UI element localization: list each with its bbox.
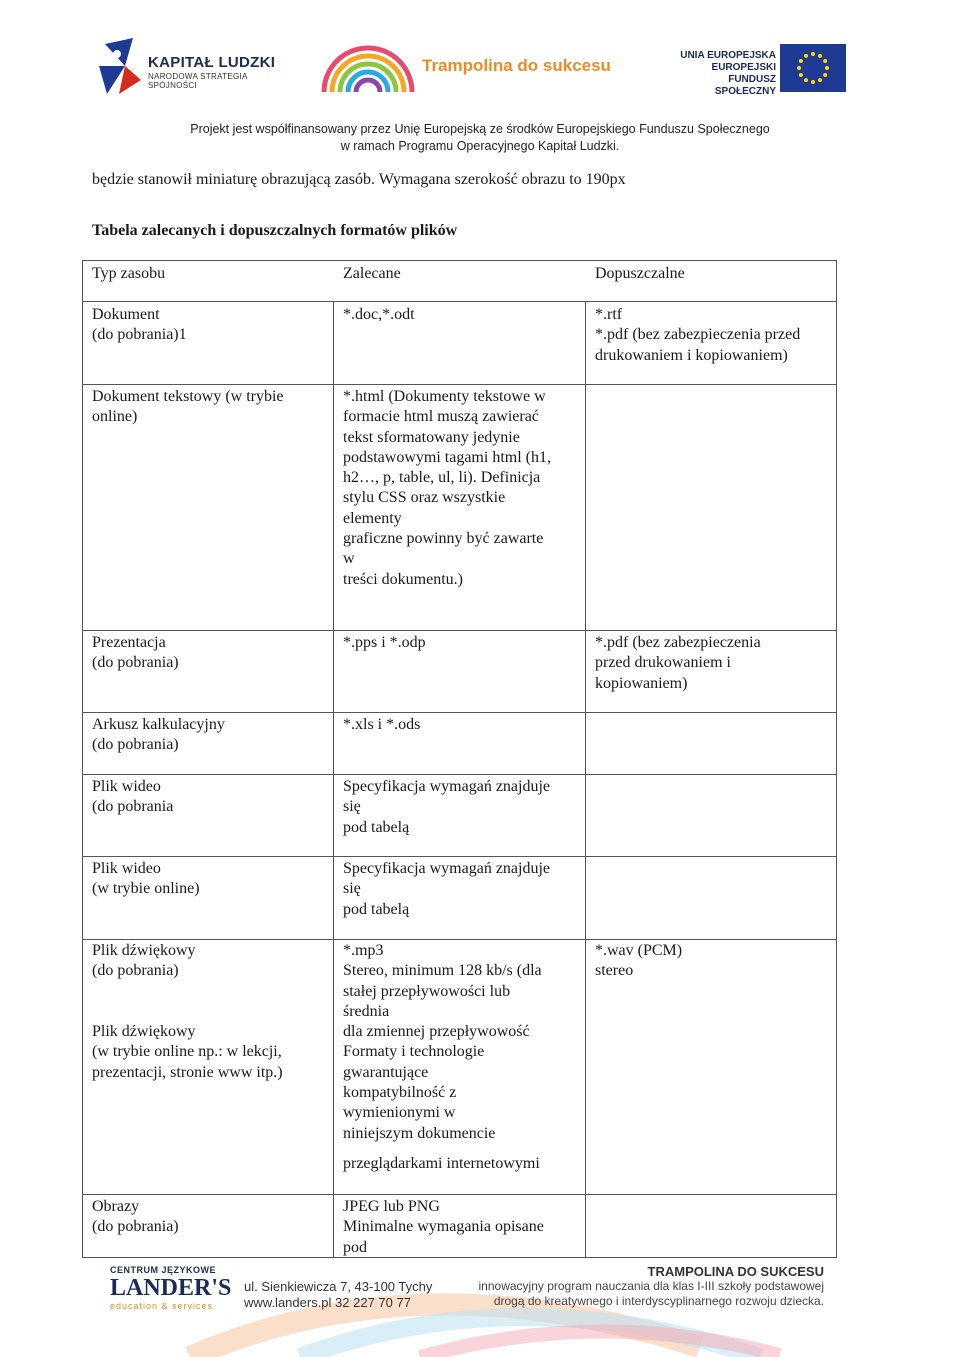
cell-line: (w trybie online np.: w lekcji, [92,1043,282,1061]
eu-star-icon [811,80,815,84]
table-border-left [82,260,83,1258]
footer-address-line: ul. Sienkiewicza 7, 43-100 Tychy [244,1279,433,1294]
row-presentation-allowed [595,633,761,694]
row-document-type [92,305,187,346]
cell-line: tekst sformatowany jedynie [343,428,520,446]
cell-line: Dokument [92,306,160,323]
cell-line: *.rtf [595,306,623,323]
cell-line: gwarantujące [343,1063,429,1081]
cell-line: Specyfikacja wymagań znajduje [343,860,551,877]
row-images-type [92,1197,179,1238]
table-row-divider [82,630,837,631]
cell-line: wymienionymi w [343,1104,456,1122]
table-row-divider [82,774,837,775]
cell-line: online) [92,408,138,426]
cell-line: *.doc,*.odt [343,306,415,323]
row-audio-allowed [595,941,682,982]
row-video-online-recommended [343,859,550,920]
cell-line: Obrazy [92,1198,140,1215]
cell-line: formacie html muszą zawierać [343,408,539,426]
cell-line: *.pdf (bez zabezpieczenia [595,634,761,651]
row-spreadsheet-type [92,715,225,756]
cell-line: podstawowymi tagami html (h1, [343,448,551,466]
eu-line-3: FUNDUSZ SPOŁECZNY [714,74,776,97]
formats-table [82,260,837,1260]
cell-line: średnia [343,1002,390,1020]
table-row-divider [82,712,837,713]
footer-web-phone: www.landers.pl 32 227 70 77 [244,1295,411,1310]
cell-line: drukowaniem i kopiowaniem) [595,346,788,364]
row-presentation-type [92,633,179,674]
cell-line: *.mp3 [343,942,384,959]
eu-star-icon [811,52,815,56]
table-col-divider [585,301,586,1258]
kapital-ludzki-subtitle: NARODOWA STRATEGIA SPÓJNOŚCI [148,72,248,90]
row-text-document-type [92,387,322,428]
table-border-right [836,260,837,1258]
cell-line: Prezentacja [92,634,166,651]
eu-star-icon [799,59,803,63]
eu-star-icon [797,66,801,70]
eu-line-1: UNIA EUROPEJSKA [680,50,776,61]
eu-star-icon [818,54,822,58]
cell-line: graficzne powinny być zawarte [343,530,544,548]
footer-program-title: TRAMPOLINA DO SUKCESU [647,1264,824,1279]
row-audio-type [92,941,283,1083]
intro-text: będzie stanowił miniaturę obrazującą zasób. Wymagana szerokość obrazu to 190px [92,171,626,188]
cell-line: (do pobrania) [92,962,179,980]
cell-line: *.pdf (bez zabezpieczenia przed [595,326,801,344]
landers-logo [110,1265,235,1317]
eu-logo [676,44,848,97]
trampolina-logo [318,40,638,96]
table-row-divider [82,939,837,940]
cell-line: się [343,880,361,898]
eu-flag-icon [780,44,846,92]
footer-program [470,1264,824,1309]
cell-line: Stereo, minimum 128 kb/s (dla [343,962,542,980]
cell-line: stałej przepływowości lub [343,982,511,1000]
header-recommended: Zalecane [343,265,401,282]
cell-line: elementy [343,509,402,527]
kapital-ludzki-emblem-icon [95,36,145,96]
table-title: Tabela zalecanych i dopuszczalnych formatów plików [92,222,458,239]
cell-line: Plik wideo [92,860,161,877]
table-col-divider [333,301,334,1258]
project-line-1: Projekt jest współfinansowany przez Unię Europejską ze środków Europejskiego Funduszu Społecznego [190,122,770,136]
eu-star-icon [825,66,829,70]
row-audio-recommended [343,941,577,1174]
rainbow-arc-icon [318,40,418,96]
row-video-online-type [92,859,200,900]
cell-line: pod [343,1238,367,1256]
cell-line: stylu CSS oraz wszystkie [343,489,506,507]
cell-line: (w trybie online) [92,880,200,898]
eu-star-icon [804,78,808,82]
table-row-divider [82,1194,837,1195]
cell-line: dla zmiennej przepływowość [343,1023,530,1041]
cell-line: JPEG lub PNG [343,1198,440,1215]
cell-line: przed drukowaniem i [595,654,731,672]
cell-line: h2…, p, table, ul, li). Definicja [343,469,541,487]
cell-line: niniejszym dokumencie [343,1124,496,1142]
row-document-allowed [595,305,800,366]
header-allowed: Dopuszczalne [595,265,685,282]
row-text-document-recommended [343,387,577,590]
cell-line: Dokument tekstowy (w trybie [92,388,284,405]
row-video-download-recommended [343,777,550,838]
cell-line: w [343,550,355,568]
table-row-divider [82,301,837,302]
kapital-ludzki-title: KAPITAŁ LUDZKI [148,54,276,71]
cell-line: Plik wideo [92,778,161,795]
cell-line: *.xls i *.ods [343,716,421,733]
table-row-divider [82,856,837,857]
footer-program-line-2: drogą do kreatywnego i interdyscyplinarnego rozwoju dziecka. [493,1294,824,1308]
eu-star-icon [823,59,827,63]
row-video-download-type [92,777,173,818]
cell-line: (do pobrania) [92,1218,179,1236]
landers-name: LANDER'S [110,1275,232,1301]
trampolina-title: Trampolina do sukcesu [422,56,611,75]
row-spreadsheet-recommended [343,715,420,735]
cell-line: (do pobrania)1 [92,326,187,344]
cell-line: *.wav (PCM) [595,942,683,959]
row-presentation-recommended [343,633,426,653]
cell-line: *.pps i *.odp [343,634,426,651]
cell-line: (do pobrania) [92,654,179,672]
cell-line: Plik dźwiękowy [92,942,196,959]
project-line-2: w ramach Programu Operacyjnego Kapitał Ludzki. [340,139,620,153]
cell-line: treści dokumentu.) [343,570,463,588]
table-border-top [82,260,837,261]
cell-line: Arkusz kalkulacyjny [92,716,225,733]
landers-centrum: CENTRUM JĘZYKOWE [110,1265,217,1275]
cell-line: kopiowaniem) [595,674,688,692]
cell-line: się [343,798,361,816]
cell-line: (do pobrania) [92,736,179,754]
cell-line: prezentacji, stronie www itp.) [92,1063,283,1081]
header-type: Typ zasobu [92,265,166,282]
cell-line: przeglądarkami internetowymi [343,1154,540,1172]
table-row-divider [82,384,837,385]
eu-text [676,50,776,98]
cell-line: *.html (Dokumenty tekstowe w [343,388,546,405]
landers-sub: education & services [110,1301,214,1311]
eu-star-icon [799,73,803,77]
footer-address [244,1279,432,1311]
eu-line-2: EUROPEJSKI [711,62,776,73]
cell-line: Specyfikacja wymagań znajduje [343,778,551,795]
cell-line: Minimalne wymagania opisane [343,1218,544,1236]
cell-line: pod tabelą [343,818,410,836]
footer-program-line-1: innowacyjny program nauczania dla klas I-III szkoły podstawowej [478,1279,824,1293]
eu-star-icon [823,73,827,77]
cell-line: (do pobrania [92,798,174,816]
cell-line: Formaty i technologie [343,1043,485,1061]
row-document-recommended [343,305,415,325]
cell-line: Plik dźwiękowy [92,1023,196,1041]
eu-star-icon [804,54,808,58]
cell-line: pod tabelą [343,900,410,918]
cell-line: stereo [595,962,634,980]
eu-star-icon [818,78,822,82]
cell-line: kompatybilność z [343,1084,457,1102]
kapital-ludzki-logo [95,36,285,96]
